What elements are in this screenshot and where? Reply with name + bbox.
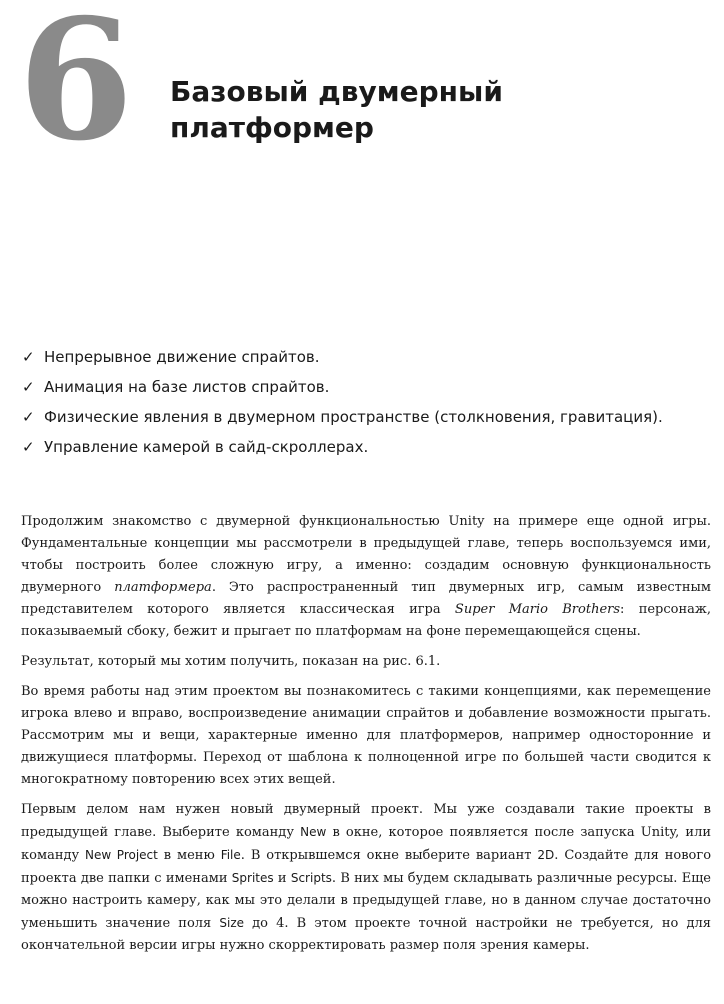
ui-term-new-project: New Project [85,848,158,862]
ui-term-size: Size [219,916,245,930]
check-icon: ✓ [22,438,35,456]
goal-item [22,342,663,372]
goal-item [22,402,663,432]
chapter-title-line-2: платформер [170,111,374,144]
goal-text: Анимация на базе листов спрайтов. [44,378,330,396]
ui-term-sprites: Sprites [231,871,274,885]
goal-text: Управление камерой в сайд-скроллерах. [44,438,369,456]
game-title: Super Mario Brothers [454,602,621,617]
goal-item [22,372,663,402]
paragraph-setup: Первым делом нам нужен новый двумерный проект. Мы уже создавали такие проекты в предыдущей главе. Выберите команду New в окне, которое появляется после запуска Unity, или команду New Project в меню File. В открывшемся окне выберите вариант 2D. Создайте для нового проекта две папки с именами Sprites и Scripts. В них мы будем складывать различные ресурсы. Еще можно настроить камеру, как мы это делали в предыдущей главе, но в данном случае достаточно уменьшить значение поля Size до 4. В этом проекте точной настройки не требуется, но для окончательной версии игры нужно скорректировать размер поля зрения камеры. [21,802,712,953]
paragraph-result: Результат, который мы хотим получить, показан на рис. 6.1. [21,654,441,669]
check-icon: ✓ [22,408,35,426]
paragraph-intro: Продолжим знакомство с двумерной функциональностью Unity на примере еще одной игры. Фундаментальные концепции мы рассмотрели в предыдущей главе, теперь воспользуемся ими, чтобы построить более сложную игру, а именно: создадим основную функциональность двумерного платформера. Это распространенный тип двумерных игр, самым известным представителем которого является классическая игра Super Mario Brothers: персонаж, показываемый сбоку, бежит и прыгает по платформам на фоне перемещающейся сцены. [21,514,711,639]
chapter-number: 6 [18,0,134,178]
ui-term-2d: 2D [537,848,555,862]
goal-item [22,432,663,462]
chapter-title [170,74,503,146]
ui-term-file: File [220,848,241,862]
body-text [21,511,711,965]
chapter-goals-list [22,342,663,462]
chapter-title-line-1: Базовый двумерный [170,75,503,108]
goal-text: Непрерывное движение спрайтов. [44,348,320,366]
goal-text: Физические явления в двумерном пространстве (столкновения, гравитация). [44,408,663,426]
ui-term-new: New [300,825,327,839]
term-platformer: платформера [114,580,212,595]
paragraph-concepts: Во время работы над этим проектом вы познакомитесь с такими концепциями, как перемещение игрока влево и вправо, воспроизведение анимации спрайтов и добавление возможности прыгать. Рассмотрим мы и вещи, характерные именно для платформеров, например односторонние и движущиеся платформы. Переход от шаблона к полноценной игре по большей части сводится к многократному повторению всех этих вещей. [21,684,711,787]
check-icon: ✓ [22,378,35,396]
ui-term-scripts: Scripts [290,871,332,885]
check-icon: ✓ [22,348,35,366]
